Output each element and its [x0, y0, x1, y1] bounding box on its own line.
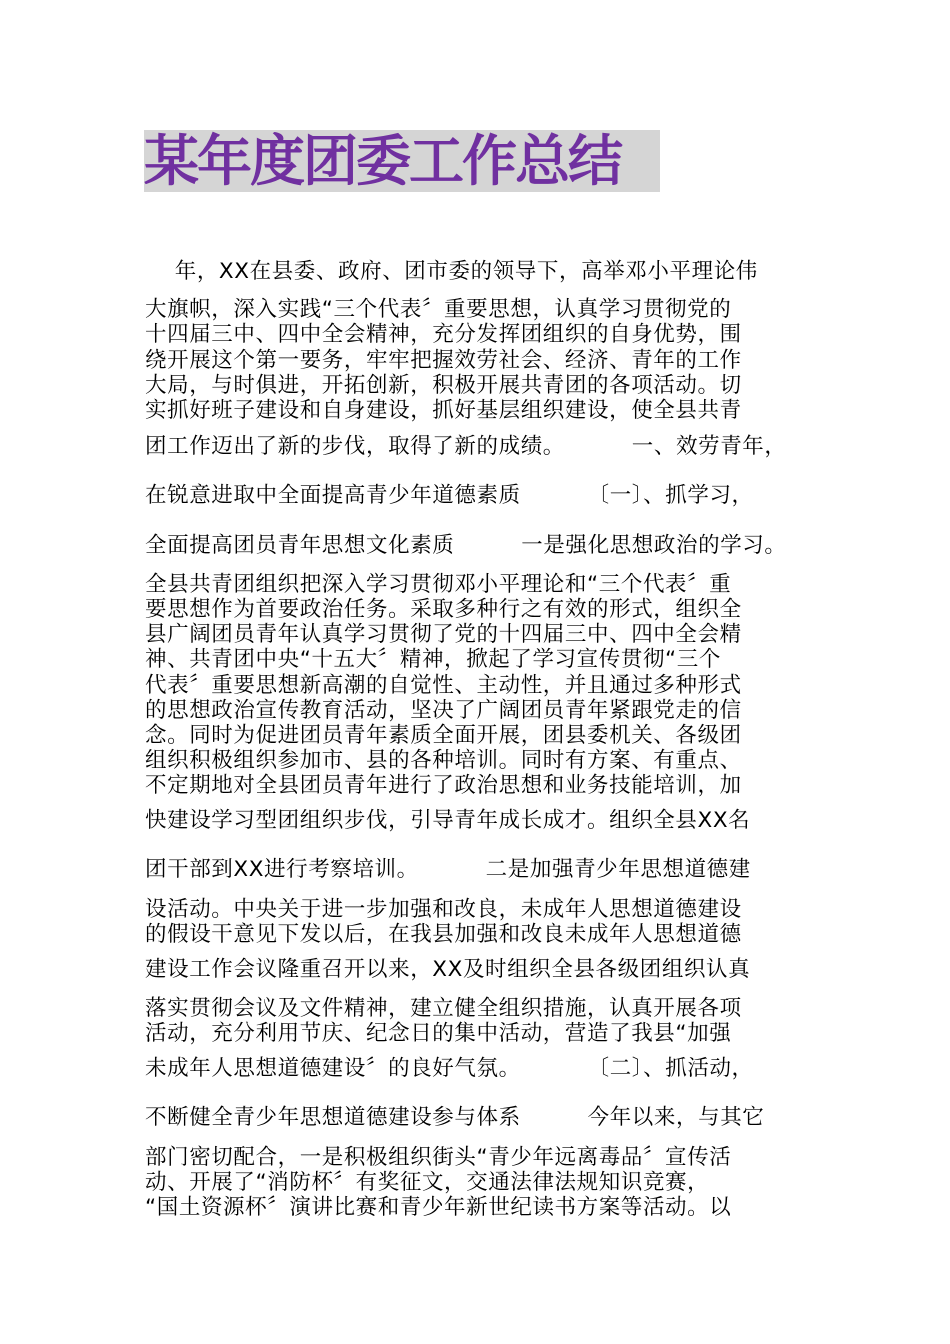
body-line: 不定期地对全县团员青年进行了政治思想和业务技能培训，加 — [145, 773, 742, 798]
body-line: 实抓好班子建设和自身建设，抓好基层组织建设，使全县共青 — [145, 398, 742, 423]
body-line: 团工作迈出了新的步伐，取得了新的成绩。 一、效劳青年， — [145, 434, 787, 459]
body-line: 十四届三中、四中全会精神，充分发挥团组织的自身优势，围 — [145, 322, 742, 347]
body-line: 在锐意进取中全面提高青少年道德素质 〔一〕、抓学习， — [145, 483, 754, 508]
body-line: 快建设学习型团组织步伐，引导青年成长成才。组织全县XX名 — [145, 808, 751, 833]
body-line: 组织积极组织参加市、县的各种培训。同时有方案、有重点、 — [145, 748, 742, 773]
body-line: 代表〞重要思想新高潮的自觉性、主动性，并且通过多种形式 — [145, 673, 742, 698]
body-line: 落实贯彻会议及文件精神，建立健全组织措施，认真开展各项 — [145, 996, 742, 1021]
body-line: 全县共青团组织把深入学习贯彻邓小平理论和“三个代表〞重 — [145, 572, 732, 597]
body-line: 不断健全青少年思想道德建设参与体系 今年以来，与其它 — [145, 1105, 765, 1130]
document-title: 某年度团委工作总结 — [144, 129, 622, 193]
title-highlight — [144, 130, 660, 192]
body-line: 县广阔团员青年认真学习贯彻了党的十四届三中、四中全会精 — [145, 622, 742, 647]
body-line: 的假设干意见下发以后，在我县加强和改良未成年人思想道德 — [145, 922, 742, 947]
body-line: 神、共青团中央“十五大〞精神，掀起了学习宣传贯彻“三个 — [145, 647, 721, 672]
body-line: 建设工作会议隆重召开以来，XX及时组织全县各级团组织认真 — [145, 957, 751, 982]
body-line: “国土资源杯〞演讲比赛和青少年新世纪读书方案等活动。以 — [145, 1195, 732, 1220]
body-line: 未成年人思想道德建设〞的良好气氛。 〔二〕、抓活动， — [145, 1056, 754, 1081]
body-line: 活动，充分利用节庆、纪念日的集中活动，营造了我县“加强 — [145, 1021, 732, 1046]
body-line: 年，XX在县委、政府、团市委的领导下，高举邓小平理论伟 — [145, 259, 758, 284]
body-line: 大局，与时俱进，开拓创新，积极开展共青团的各项活动。切 — [145, 373, 742, 398]
body-line: 设活动。中央关于进一步加强和改良，未成年人思想道德建设 — [145, 897, 742, 922]
body-line: 动、开展了“消防杯〞有奖征文，交通法律法规知识竞赛， — [145, 1170, 710, 1195]
body-line: 大旗帜，深入实践“三个代表〞重要思想，认真学习贯彻党的 — [145, 297, 732, 322]
body-line: 要思想作为首要政治任务。采取多种行之有效的形式，组织全 — [145, 597, 742, 622]
body-line: 念。同时为促进团员青年素质全面开展，团县委机关、各级团 — [145, 723, 742, 748]
body-line: 绕开展这个第一要务，牢牢把握效劳社会、经济、青年的工作 — [145, 348, 742, 373]
body-line: 的思想政治宣传教育活动，坚决了广阔团员青年紧跟党走的信 — [145, 698, 742, 723]
body-line: 团干部到XX进行考察培训。 二是加强青少年思想道德建 — [145, 857, 751, 882]
body-line: 全面提高团员青年思想文化素质 一是强化思想政治的学习。 — [145, 533, 787, 558]
body-line: 部门密切配合，一是积极组织街头“青少年远离毒品〞宣传活 — [145, 1145, 732, 1170]
